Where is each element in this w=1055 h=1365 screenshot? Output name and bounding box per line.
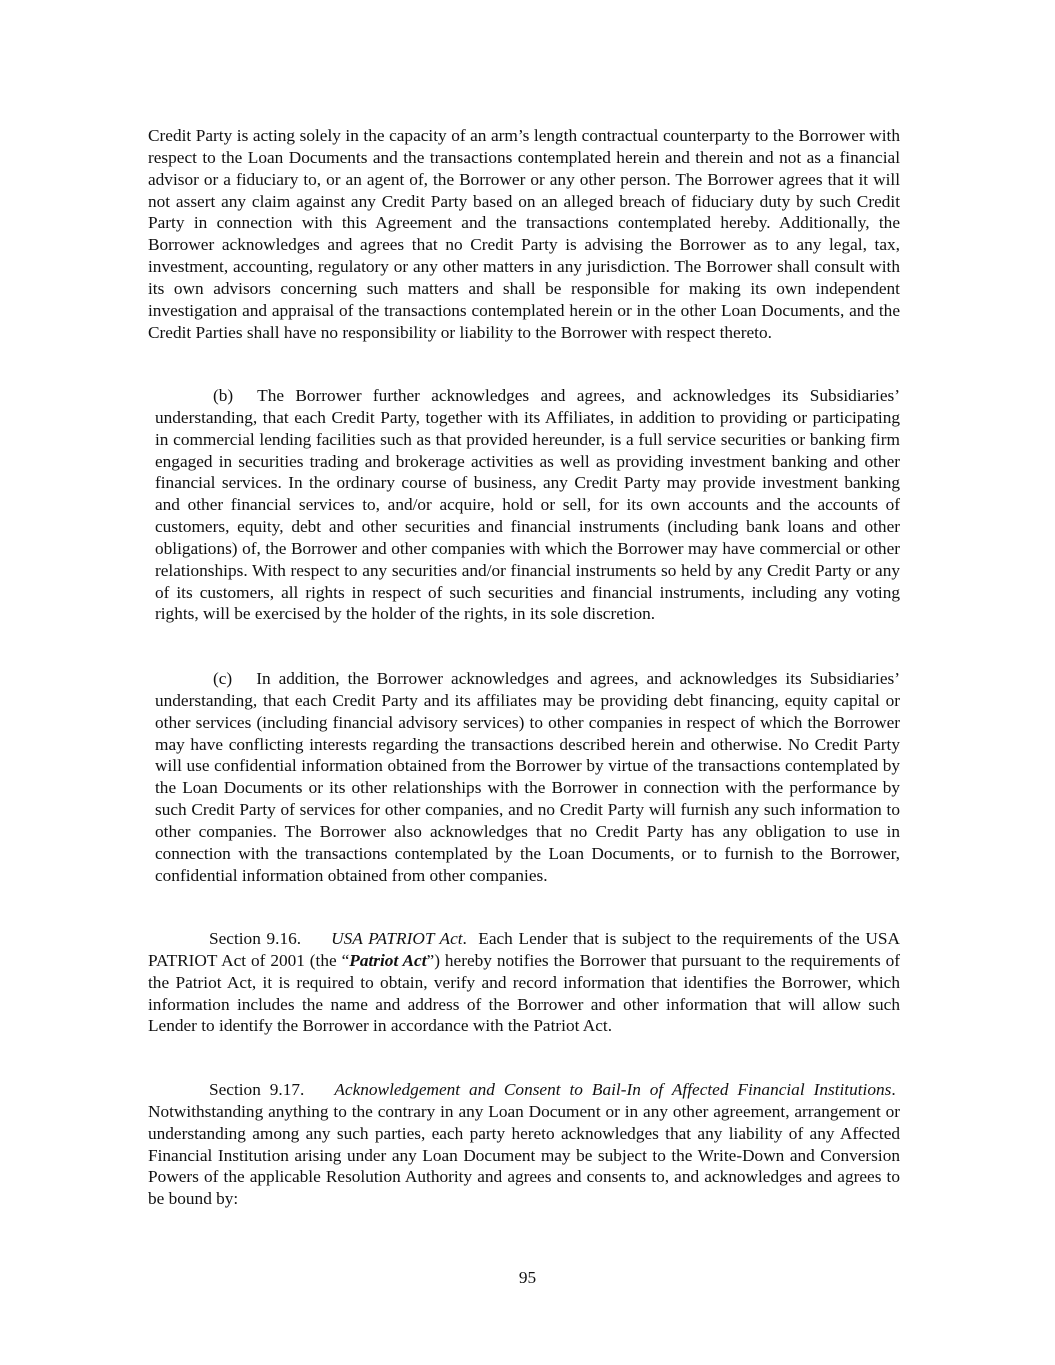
section-text-part-b: ”) hereby notifies the Borrower that pursuant to the requirements of the Patriot Act, it is required to obtain, verify and record information that identifies the Borrower, which information includes the name and address of the Borrower and other information that will allow such Lender to identify the Borrower in accordance with the Patriot Act. [148, 950, 900, 1036]
paragraph-text: In addition, the Borrower acknowledges and agrees, and acknowledges its Subsidiaries’ understanding, that each Credit Party and its affiliates may be providing debt financing, equity capital or other services (including financial advisory services) to other companies in respect of which the Borrower may have conflicting interests regarding the transactions described herein and otherwise. No Credit Party will use confidential information obtained from the Borrower by virtue of the transactions contemplated by the Loan Documents or its other relationships with the Borrower in connection with the performance by such Credit Party of services for other companies, and no Credit Party will furnish any such information to other companies. The Borrower also acknowledges that no Credit Party has any obligation to use in connection with the transactions contemplated by the Loan Documents, or to furnish to the Borrower, confidential information obtained from other companies. [155, 669, 900, 885]
heading-punctuation: . [462, 929, 467, 948]
paragraph-credit-party-capacity [148, 125, 900, 343]
paragraph-label: (c) [213, 669, 233, 688]
section-number: Section 9.17. [209, 1080, 305, 1099]
section-9-17-bail-in-acknowledgement [148, 1079, 900, 1210]
paragraph-text: The Borrower further acknowledges and agrees, and acknowledges its Subsidiaries’ understanding, that each Credit Party, together with its Affiliates, in addition to providing or participating in commercial lending facilities such as that provided hereunder, is a full service securities or banking firm engaged in securities trading and brokerage activities as well as providing investment banking and other financial services. In the ordinary course of business, any Credit Party may provide investment banking and other financial services to, and/or acquire, hold or sell, for its own accounts and the accounts of customers, equity, debt and other securities and financial instruments (including bank loans and other obligations) of, the Borrower and other companies with which the Borrower may have commercial or other relationships. With respect to any securities and/or financial instruments so held by any Credit Party or any of its customers, all rights in respect of such securities and financial instruments, including any voting rights, will be exercised by the holder of the rights, in its sole discretion. [155, 386, 900, 624]
section-heading: Acknowledgement and Consent to Bail-In of Affected Financial Institutions [334, 1080, 892, 1099]
heading-punctuation: . [891, 1080, 896, 1099]
section-text: Notwithstanding anything to the contrary in any Loan Document or in any other agreement, arrangement or understanding among any such parties, each party hereto acknowledges that any liability of any Affected Financial Institution arising under any Loan Document may be subject to the Write-Down and Conversion Powers of the applicable Resolution Authority and agrees and consents to, and acknowledges and agrees to be bound by: [148, 1101, 900, 1209]
paragraph-text: Credit Party is acting solely in the capacity of an arm’s length contractual counterparty to the Borrower with respect to the Loan Documents and the transactions contemplated herein and therein and not as a financial advisor or a fiduciary to, or an agent of, the Borrower or any other person. The Borrower agrees that it will not assert any claim against any Credit Party based on an alleged breach of fiduciary duty by such Credit Party in connection with this Agreement and the transactions contemplated hereby. Additionally, the Borrower acknowledges and agrees that no Credit Party is advising the Borrower as to any legal, tax, investment, accounting, regulatory or any other matters in any jurisdiction. The Borrower shall consult with its own advisors concerning such matters and shall be responsible for making its own independent investigation and appraisal of the transactions contemplated herein or in the other Loan Documents, and the Credit Parties shall have no responsibility or liability to the Borrower with respect thereto. [148, 126, 900, 342]
section-9-16-usa-patriot-act [148, 928, 900, 1037]
paragraph-label: (b) [213, 386, 234, 405]
page-number: 95 [518, 1268, 537, 1287]
section-text-part-a: Each Lender that is subject to the requirements of the USA PATRIOT Act of 2001 (the “ [148, 929, 901, 970]
section-heading: USA PATRIOT Act [331, 929, 463, 948]
defined-term: Patriot Act [349, 950, 427, 970]
section-number: Section 9.16. [209, 929, 302, 948]
paragraph-c-conflicting-interests [155, 668, 900, 886]
paragraph-b-subsidiaries-understanding [155, 385, 900, 625]
